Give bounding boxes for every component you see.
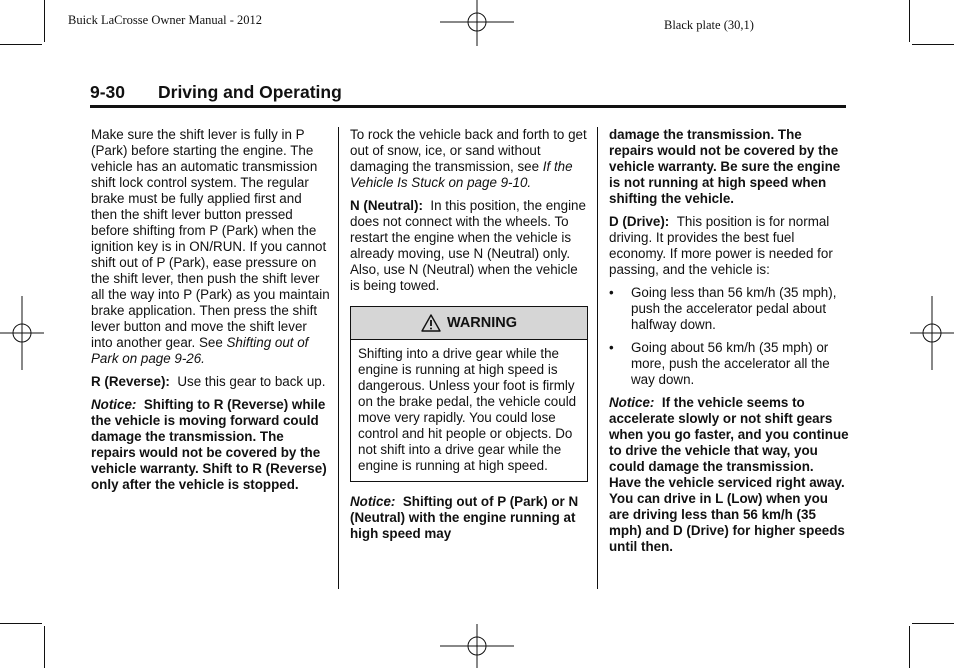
notice-paragraph: Notice: Shifting to R (Reverse) while the vehicle is moving forward could damage the transmission. The repairs would not be covered by the vehicle warranty. Shift to R (Reverse) only after the vehicle is stopped. [91,397,327,492]
reverse-label: R (Reverse): [91,374,170,389]
column-divider [338,127,339,589]
header-document-title: Buick LaCrosse Owner Manual - 2012 [68,13,263,27]
crop-mark [912,44,954,45]
warning-box [350,306,588,482]
notice-paragraph: Notice: If the vehicle seems to accelerate slowly or not shift gears when you go faster, and you continue to drive the vehicle that way, you could damage the transmission. Have the vehicle serviced right away. You can drive in L (Low) when you are driving less than 56 km/h (35 mph) and D (Drive) for higher speeds until then. [609,395,849,554]
crop-mark [0,623,42,624]
crop-mark [912,623,954,624]
warning-triangle-icon [421,314,441,332]
list-item: • Going about 56 km/h (35 mph) or more, push the accelerator all the way down. [609,340,830,387]
registration-mark-icon [440,0,514,46]
header-plate-info: Black plate (30,1) [664,18,754,32]
notice-paragraph: Notice: Shifting out of P (Park) or N (Neutral) with the engine running at high speed may [350,494,579,541]
page-title-bar [90,81,846,108]
list-item: • Going less than 56 km/h (35 mph), push the accelerator pedal about halfway down. [609,285,837,332]
column-divider [597,127,598,589]
registration-mark-icon [0,296,44,370]
section-title: Driving and Operating [158,82,342,102]
notice-label: Notice: [609,395,655,410]
shift-lock-paragraph: Make sure the shift lever is fully in P (Park) before starting the engine. The vehicle has an automatic transmission shift lock control system. The regular brake must be fully applied first and then the shift lever button pressed before shifting from P (Park) when the ignition key is in ON/RUN. If you cannot shift out of P (Park), ease pressure on the shift lever, then push the shift lever all the way into P (Park) as you maintain brake application. Then press the shift lever button and move the shift lever into another gear. See Shifting out of Park on page 9-26. [91,127,330,366]
bullet-icon: • [609,285,614,300]
bullet-icon: • [609,340,614,355]
crop-mark [44,626,45,668]
neutral-label: N (Neutral): [350,198,423,213]
notice-continuation: damage the transmission. The repairs would not be covered by the vehicle warranty. Be sure the engine is not running at high speed when shifting the vehicle. [609,127,841,206]
cross-reference-link[interactable]: Shifting out of Park on page 9-26. [91,335,309,366]
column-3 [609,127,849,562]
column-1 [91,127,331,500]
neutral-paragraph: N (Neutral): In this position, the engine does not connect with the wheels. To restart the engine when the vehicle is already moving, use N (Neutral) only. Also, use N (Neutral) when the vehicle is being towed. [350,198,586,293]
crop-mark [44,0,45,42]
warning-title: WARNING [446,315,518,331]
rocking-paragraph: To rock the vehicle back and forth to get out of snow, ice, or sand without damaging the transmission, see If the Vehicle Is Stuck on page 9-10. [350,127,587,190]
warning-body: Shifting into a drive gear while the engine is running at high speed is dangerous. Unless your foot is firmly on the brake pedal, the vehicle could move very rapidly. You could lose control and hit people or objects. Do not shift into a drive gear while the engine is running at high speed. [358,346,577,473]
crop-mark [909,626,910,668]
drive-label: D (Drive): [609,214,670,229]
crop-mark [0,44,42,45]
registration-mark-icon [440,624,514,668]
column-2 [350,127,590,549]
page-number: 9-30 [90,82,126,102]
drive-paragraph: D (Drive): This position is for normal driving. It provides the best fuel economy. If more power is needed for passing, and the vehicle is: [609,214,833,277]
cross-reference-link[interactable]: If the Vehicle Is Stuck on page 9-10. [350,159,573,190]
crop-mark [909,0,910,42]
notice-label: Notice: [350,494,396,509]
reverse-paragraph: R (Reverse): Use this gear to back up. [91,374,326,389]
warning-header [351,307,587,340]
notice-label: Notice: [91,397,137,412]
registration-mark-icon [910,296,954,370]
